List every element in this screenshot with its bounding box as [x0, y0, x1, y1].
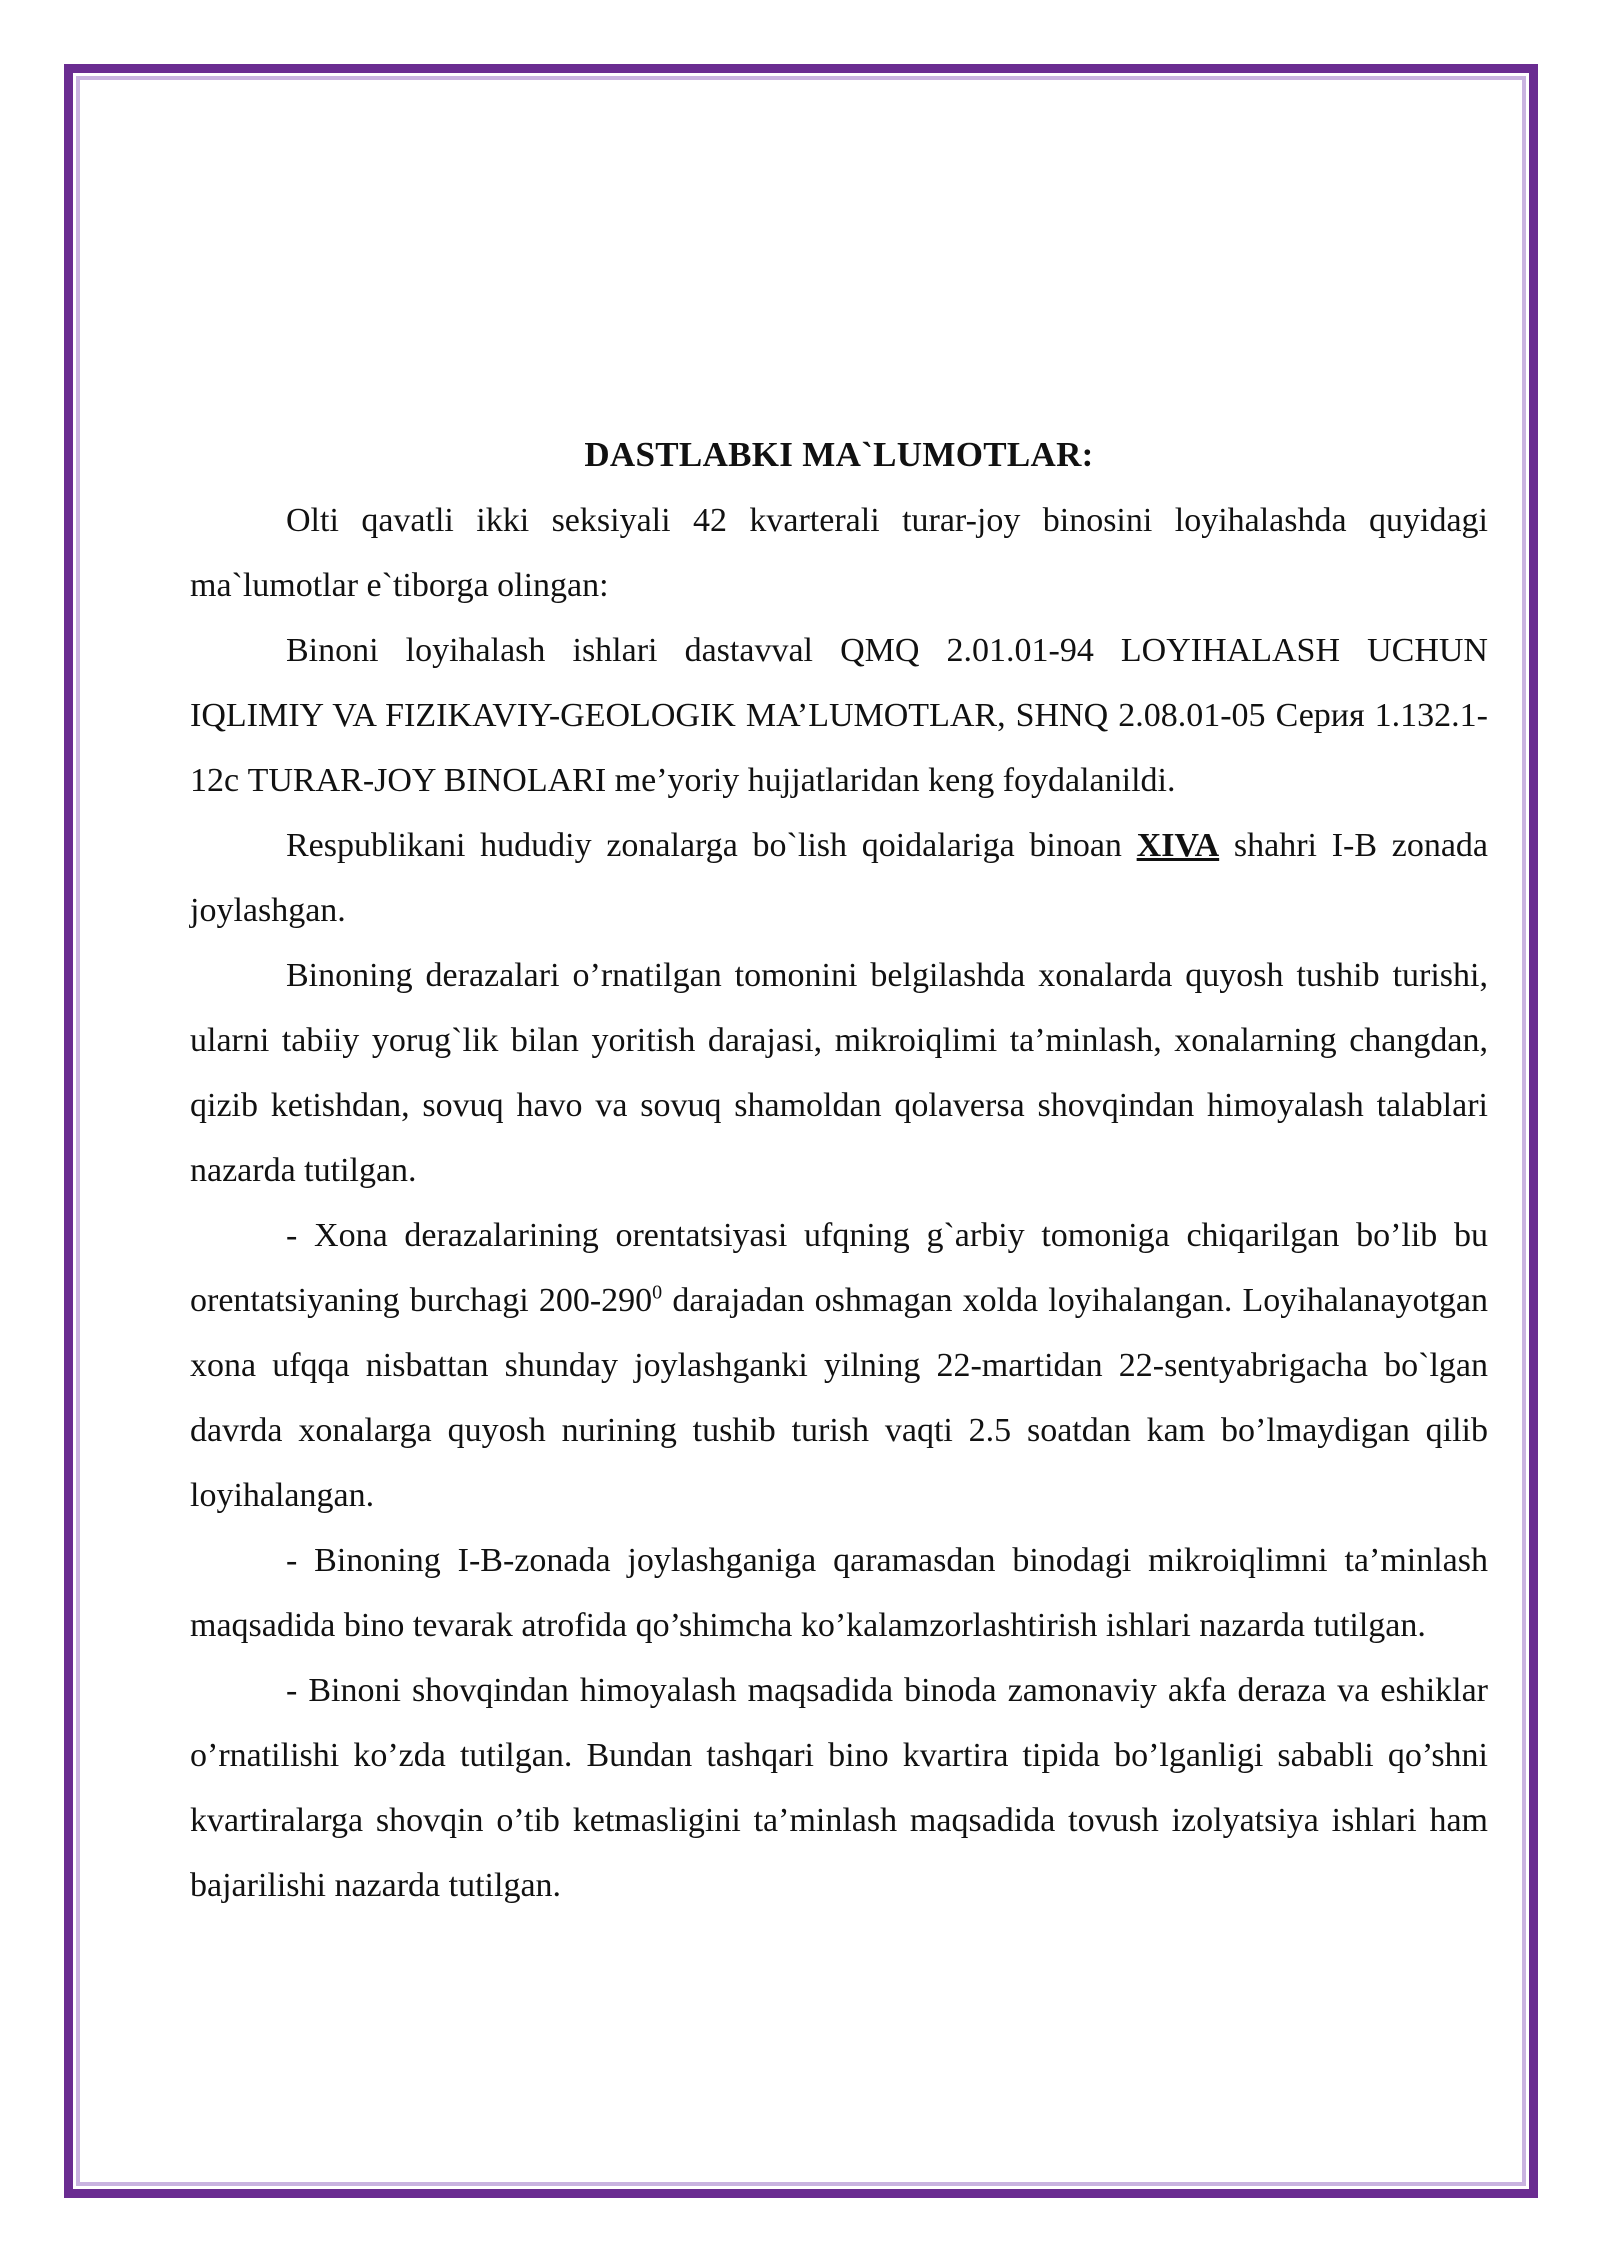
paragraph-intro: Olti qavatli ikki seksiyali 42 kvarterali turar-joy binosini loyihalashda quyidagi ma`lumotlar e`tiborga olingan: — [190, 502, 1488, 604]
paragraph-microclimate: - Binoning I-B-zonada joylashganiga qaramasdan binodagi mikroiqlimni ta’minlash maqsadida bino tevarak atrofida qo’shimcha ko’kalamzorlashtirish ishlari nazarda tutilgan. — [190, 1542, 1488, 1644]
paragraph-orientation-text-end: darajadan oshmagan xolda loyihalangan. Loyihalanayotgan xona ufqqa nisbattan shunday joylashganki yilning 22-martidan 22-sentyabrigacha bo`lgan davrda xonalarga quyosh nurining tushib turish vaqti 2.5 soatdan kam bo’lmaydigan qilib loyihalangan. — [190, 1282, 1488, 1514]
paragraph-orientation — [190, 1203, 1488, 1528]
document-body — [190, 422, 1488, 1918]
paragraph-norms: Binoni loyihalash ishlari dastavval QMQ 2.01.01-94 LOYIHALASH UCHUN IQLIMIY VA FIZIKAVIY-GEOLOGIK MA’LUMOTLAR, SHNQ 2.08.01-05 Серия 1.132.1-12с TURAR-JOY BINOLARI me’yoriy hujjatlaridan keng foydalanildi. — [190, 632, 1488, 799]
paragraph-noise: - Binoni shovqindan himoyalash maqsadida binoda zamonaviy akfa deraza va eshiklar o’rnatilishi ko’zda tutilgan. Bundan tashqari bino kvartira tipida bo’lganligi sababli qo’shni kvartiralarga shovqin o’tib ketmasligini ta’minlash maqsadida tovush izolyatsiya ishlari ham bajarilishi nazarda tutilgan. — [190, 1672, 1488, 1904]
paragraph-windows: Binoning derazalari o’rnatilgan tomonini belgilashda xonalarda quyosh tushib turishi, ularni tabiiy yorug`lik bilan yoritish darajasi, mikroiqlimi ta’minlash, xonalarning changdan, qizib ketishdan, sovuq havo va sovuq shamoldan qolaversa shovqindan himoyalash talablari nazarda tutilgan. — [190, 957, 1488, 1189]
paragraph-zone-text-end: shahri I-B zonada joylashgan. — [190, 827, 1489, 929]
city-name: XIVA — [1136, 827, 1220, 864]
degree-superscript: 0 — [652, 1281, 663, 1304]
paragraph-zone — [190, 813, 1488, 943]
paragraph-zone-text-start: Respublikani hududiy zonalarga bo`lish qoidalariga binoan — [286, 827, 1137, 864]
document-title: DASTLABKI MA`LUMOTLAR: — [584, 435, 1094, 474]
paragraph-orientation-text-start: - Xona derazalarining orentatsiyasi ufqning g`arbiy tomoniga chiqarilgan bo’lib bu orentatsiyaning burchagi 200-290 — [190, 1217, 1488, 1319]
